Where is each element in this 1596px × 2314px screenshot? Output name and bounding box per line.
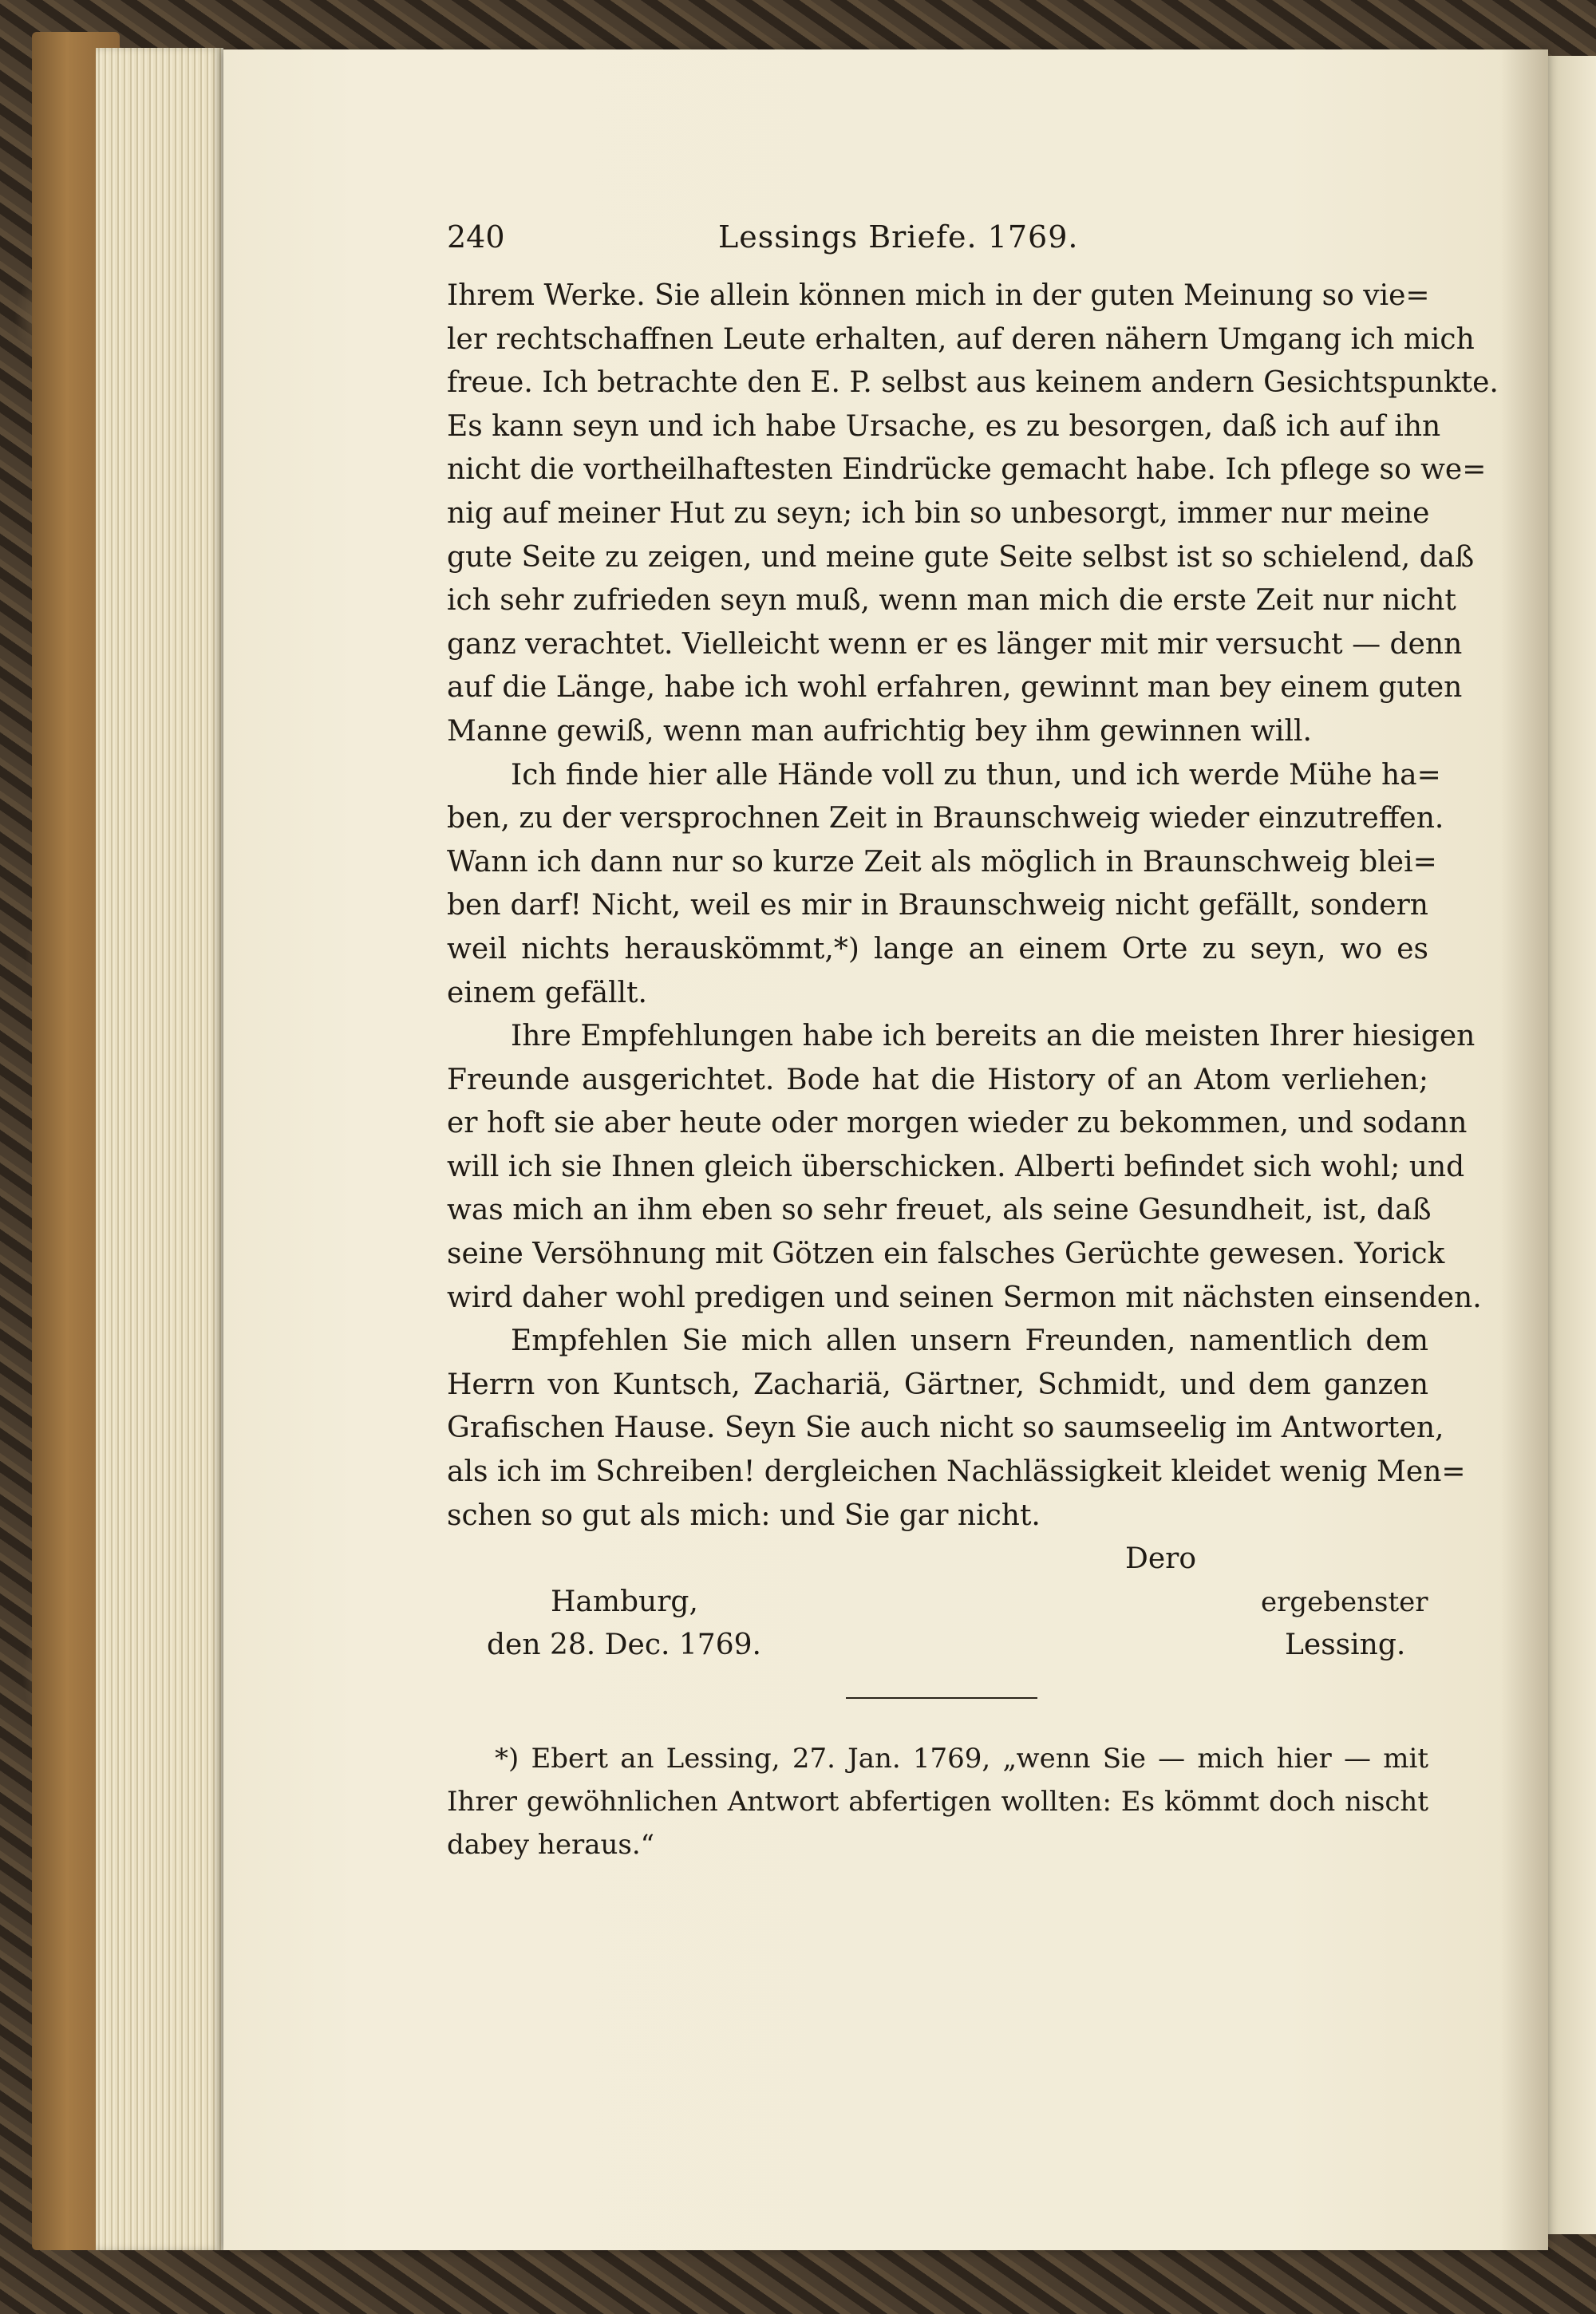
footnote-line: Ihrer gewöhnlichen Antwort abfertigen wollten: Es kömmt doch nischt [447, 1786, 1428, 1818]
text-line: nig auf meiner Hut zu seyn; ich bin so unbesorgt, immer nur meine [447, 496, 1430, 530]
closing-ergebenster: ergebenster [1261, 1586, 1428, 1619]
text-line: Herrn von Kuntsch, Zachariä, Gärtner, Schmidt, und dem ganzen [447, 1368, 1428, 1401]
closing-date: den 28. Dec. 1769. [487, 1629, 761, 1662]
running-title: Lessings Briefe. 1769. [718, 219, 1079, 255]
text-line: Ihre Empfehlungen habe ich bereits an die meisten Ihrer hiesigen [511, 1020, 1476, 1053]
text-line: ben darf! Nicht, weil es mir in Braunschweig nicht gefällt, sondern [447, 889, 1428, 922]
text-line: Manne gewiß, wenn man aufrichtig bey ihm gewinnen will. [447, 714, 1312, 748]
text-line: Grafischen Hause. Seyn Sie auch nicht so saumseelig im Antworten, [447, 1412, 1444, 1445]
text-line: Freunde ausgerichtet. Bode hat die History of an Atom verliehen; [447, 1063, 1428, 1096]
text-line: Ihrem Werke. Sie allein können mich in der guten Meinung so vie= [447, 279, 1430, 312]
footnote [447, 1737, 1428, 1866]
text-line: ben, zu der versprochnen Zeit in Braunschweig wieder einzutreffen. [447, 802, 1444, 835]
text-line: ganz verachtet. Vielleicht wenn er es länger mit mir versucht — denn [447, 627, 1463, 661]
text-line: auf die Länge, habe ich wohl erfahren, gewinnt man bey einem guten [447, 671, 1463, 705]
text-line: weil nichts herauskömmt,*) lange an einem Orte zu seyn, wo es [447, 932, 1428, 965]
letter-closing [447, 1538, 1428, 1665]
paragraph-1 [447, 274, 1499, 754]
text-line: Es kann seyn und ich habe Ursache, es zu besorgen, daß ich auf ihn [447, 409, 1441, 443]
text-line: Wann ich dann nur so kurze Zeit als möglich in Braunschweig blei= [447, 845, 1437, 879]
page-content [447, 215, 1499, 1862]
paragraph-4 [447, 1320, 1466, 1538]
text-line: als ich im Schreiben! dergleichen Nachlässigkeit kleidet wenig Men= [447, 1455, 1466, 1489]
text-line: nicht die vortheilhaftesten Eindrücke gemacht habe. Ich pflege so we= [447, 453, 1487, 487]
text-line: freue. Ich betrachte den E. P. selbst aus keinem andern Gesichtspunkte. [447, 366, 1499, 400]
facing-page-edge [1548, 56, 1596, 2234]
running-header [447, 215, 1428, 263]
text-line: schen so gut als mich: und Sie gar nicht. [447, 1499, 1041, 1532]
text-line: seine Versöhnung mit Götzen ein falsches Gerüchte gewesen. Yorick [447, 1238, 1445, 1271]
paragraph-3 [447, 1015, 1482, 1320]
footnote-divider [846, 1697, 1037, 1699]
text-line: will ich sie Ihnen gleich überschicken. Alberti befindet sich wohl; und [447, 1150, 1465, 1183]
text-line: ich sehr zufrieden seyn muß, wenn man mich die erste Zeit nur nicht [447, 584, 1456, 618]
text-line: Ich finde hier alle Hände voll zu thun, und ich werde Mühe ha= [511, 758, 1441, 792]
closing-dero: Dero [1125, 1542, 1197, 1576]
text-line: Empfehlen Sie mich allen unsern Freunden, namentlich dem [511, 1325, 1428, 1358]
page-number: 240 [447, 219, 505, 255]
paragraph-2 [447, 754, 1444, 1016]
footnote-line: dabey heraus.“ [447, 1829, 655, 1862]
closing-signature: Lessing. [1285, 1629, 1406, 1662]
footnote-line: *) Ebert an Lessing, 27. Jan. 1769, „wenn Sie — mich hier — mit [495, 1743, 1428, 1775]
text-line: was mich an ihm eben so sehr freuet, als seine Gesundheit, ist, daß [447, 1194, 1432, 1227]
letter-closing-area [447, 1538, 1428, 1862]
text-line: ler rechtschaffnen Leute erhalten, auf deren nähern Umgang ich mich [447, 322, 1475, 356]
text-line: er hoft sie aber heute oder morgen wieder zu bekommen, und sodann [447, 1107, 1468, 1140]
text-line: einem gefällt. [447, 976, 647, 1009]
text-line: wird daher wohl predigen und seinen Sermon mit nächsten einsenden. [447, 1281, 1482, 1314]
text-line: gute Seite zu zeigen, und meine gute Seite selbst ist so schielend, daß [447, 540, 1475, 574]
page-edges [96, 48, 223, 2250]
page-gutter-shadow [1500, 49, 1548, 2250]
closing-place: Hamburg, [551, 1585, 698, 1619]
